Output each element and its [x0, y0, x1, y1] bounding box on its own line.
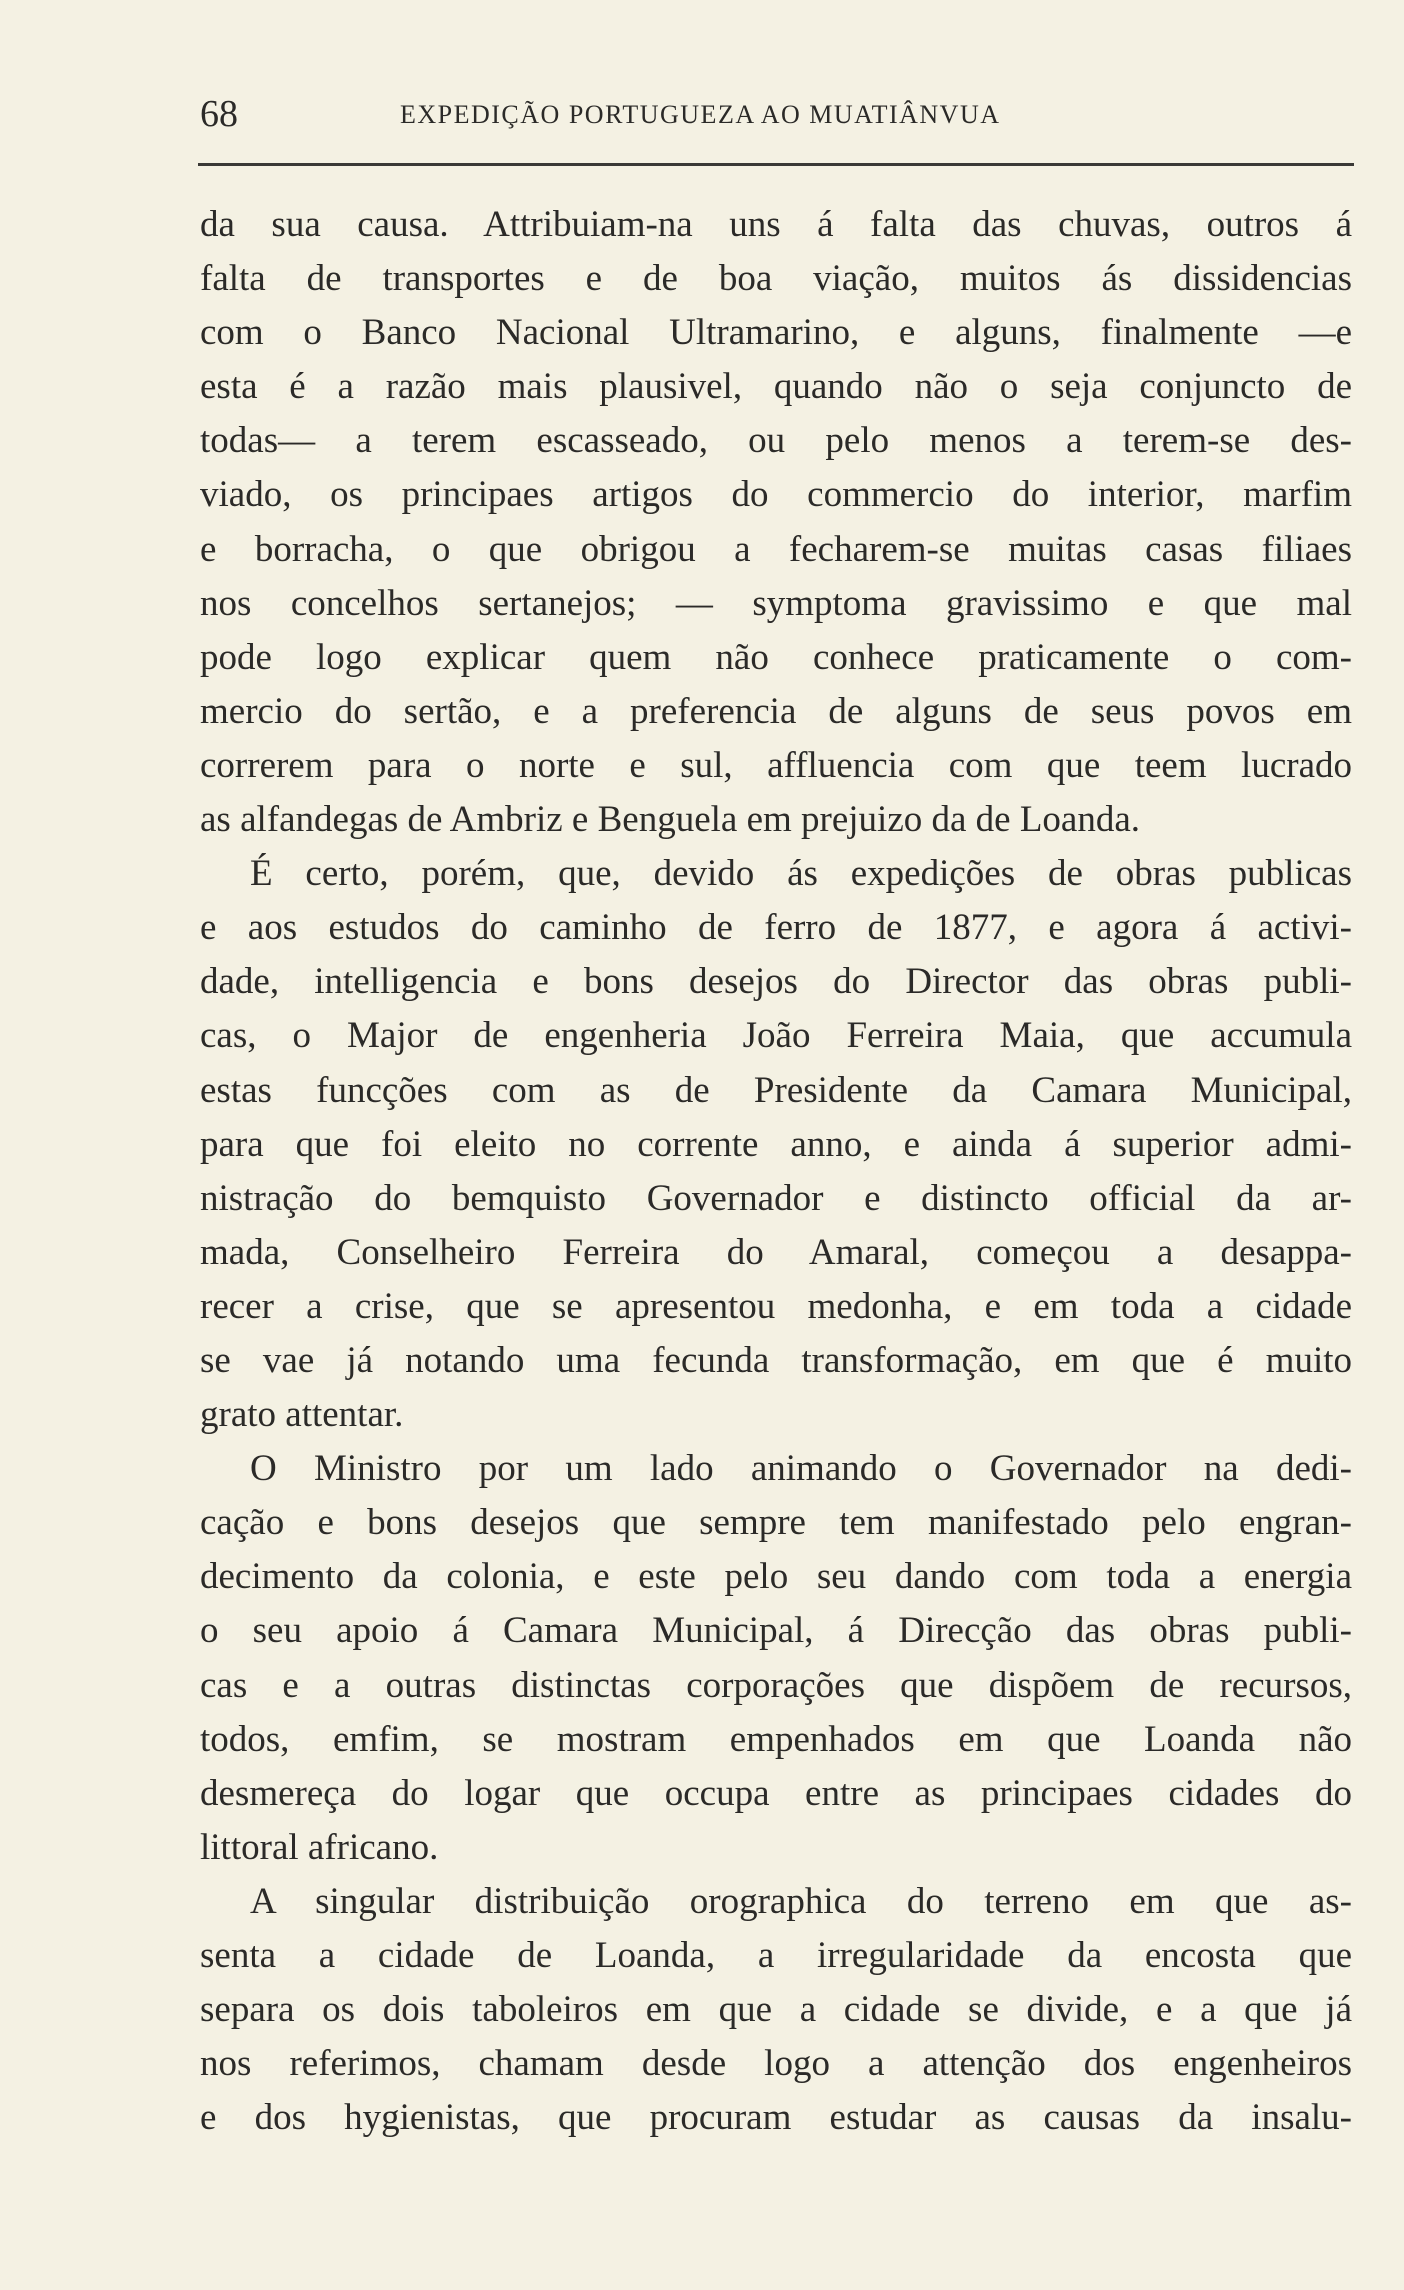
text-line: desmereça do logar que occupa entre as principaes cidades do [200, 1772, 1352, 1814]
text-line: o seu apoio á Camara Municipal, á Direcção das obras publi- [200, 1610, 1352, 1652]
text-line: esta é a razão mais plausivel, quando não o seja conjuncto de [200, 366, 1352, 408]
text-line: mada, Conselheiro Ferreira do Amaral, começou a desappa- [200, 1231, 1352, 1273]
paragraph [200, 1875, 1352, 2145]
text-line: e borracha, o que obrigou a fecharem-se muitas casas filiaes [200, 528, 1352, 570]
text-line: senta a cidade de Loanda, a irregularidade da encosta que [200, 1935, 1352, 1976]
text-line: A singular distribuição orographica do terreno em que as- [250, 1880, 1352, 1922]
text-line: todos, emfim, se mostram empenhados em que Loanda não [200, 1718, 1352, 1760]
paragraph [200, 198, 1352, 847]
paragraph [200, 847, 1352, 1442]
page-body [200, 198, 1352, 2145]
text-line: É certo, porém, que, devido ás expedições de obras publicas [250, 853, 1352, 895]
text-line: pode logo explicar quem não conhece praticamente o com- [200, 636, 1352, 678]
text-line: grato attentar. [200, 1394, 404, 1436]
header-rule [198, 163, 1354, 166]
text-line: falta de transportes e de boa viação, muitos ás dissidencias [200, 258, 1352, 300]
text-line: nistração do bemquisto Governador e distincto official da ar- [200, 1177, 1352, 1219]
text-line: cas, o Major de engenheria João Ferreira Maia, que accumula [200, 1015, 1352, 1057]
text-line: correrem para o norte e sul, affluencia com que teem lucrado [200, 744, 1352, 786]
text-line: se vae já notando uma fecunda transformação, em que é muito [200, 1339, 1352, 1381]
text-line: mercio do sertão, e a preferencia de alguns de seus povos em [200, 690, 1352, 732]
text-line: com o Banco Nacional Ultramarino, e alguns, finalmente —e [200, 312, 1352, 354]
text-line: cação e bons desejos que sempre tem manifestado pelo engran- [200, 1502, 1352, 1544]
text-line: as alfandegas de Ambriz e Benguela em prejuizo da de Loanda. [200, 799, 1141, 841]
text-line: estas funcções com as de Presidente da Camara Municipal, [200, 1069, 1352, 1111]
text-line: nos referimos, chamam desde logo a attenção dos engenheiros [200, 2043, 1352, 2085]
text-line: cas e a outras distinctas corporações que dispõem de recursos, [200, 1664, 1352, 1706]
text-line: para que foi eleito no corrente anno, e ainda á superior admi- [200, 1123, 1352, 1165]
text-line: O Ministro por um lado animando o Governador na dedi- [250, 1448, 1352, 1490]
text-line: e aos estudos do caminho de ferro de 1877, e agora á activi- [200, 907, 1352, 949]
running-title: EXPEDIÇÃO PORTUGUEZA AO MUATIÂNVUA [400, 100, 1001, 129]
text-line: e dos hygienistas, que procuram estudar as causas da insalu- [200, 2097, 1352, 2139]
text-line: viado, os principaes artigos do commercio do interior, marfim [200, 474, 1352, 516]
running-header [200, 92, 1352, 142]
page-number: 68 [200, 93, 238, 135]
text-line: da sua causa. Attribuiam-na uns á falta das chuvas, outros á [200, 204, 1352, 245]
text-line: todas— a terem escasseado, ou pelo menos a terem-se des- [200, 420, 1352, 462]
text-line: dade, intelligencia e bons desejos do Director das obras publi- [200, 961, 1352, 1003]
text-line: recer a crise, que se apresentou medonha, e em toda a cidade [200, 1285, 1352, 1327]
text-line: separa os dois taboleiros em que a cidade se divide, e a que já [200, 1989, 1352, 2031]
text-line: decimento da colonia, e este pelo seu dando com toda a energia [200, 1556, 1352, 1598]
text-line: littoral africano. [200, 1826, 439, 1868]
paragraph [200, 1442, 1352, 1875]
text-line: nos concelhos sertanejos; — symptoma gravissimo e que mal [200, 582, 1352, 624]
